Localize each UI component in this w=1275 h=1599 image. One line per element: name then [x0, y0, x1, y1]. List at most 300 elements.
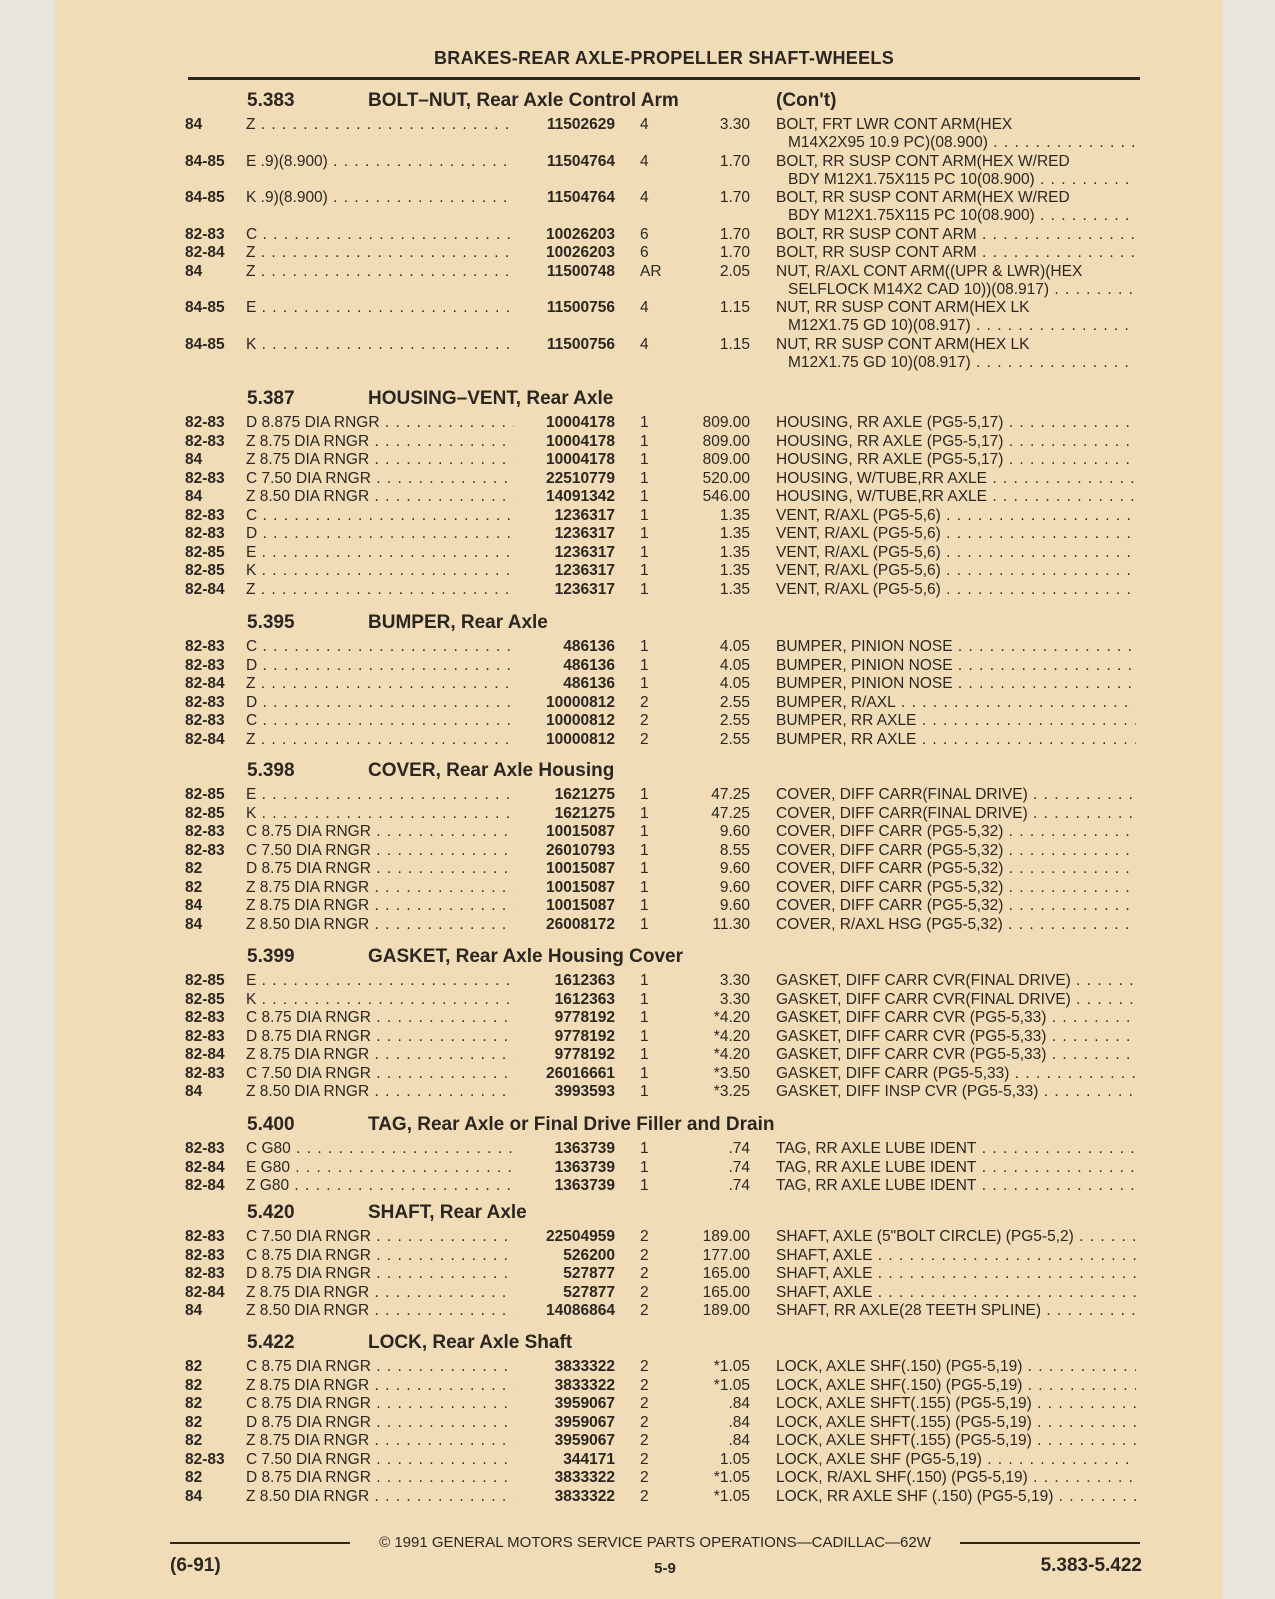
description: [776, 860, 1136, 878]
model-code: D 8.75 DIA RNGR . . .: [246, 1265, 514, 1283]
model-code: C . . .: [246, 712, 514, 730]
price: 1.35: [719, 562, 750, 579]
model-code: C . . .: [246, 507, 514, 525]
section-name: HOUSING–VENT, Rear Axle: [368, 388, 614, 409]
description-text: COVER, DIFF CARR (PG5-5,32) . . .: [776, 879, 1136, 896]
section-number: 5.398: [247, 760, 295, 781]
table-row: [0, 226, 1275, 245]
year-range: 82-85: [185, 990, 225, 1008]
price: 189.00: [702, 1302, 750, 1319]
description: [776, 451, 1136, 469]
model-code: C . . .: [246, 226, 514, 244]
model-code: C 7.50 DIA RNGR . . .: [246, 842, 514, 860]
part-number: 486136: [563, 656, 615, 674]
price: *1.05: [713, 1358, 750, 1375]
description: [776, 1028, 1136, 1046]
description: [776, 1140, 1136, 1158]
price: 1.15: [719, 299, 750, 316]
price: 1.70: [719, 152, 750, 170]
section-number: 5.387: [247, 388, 295, 409]
description-text: GASKET, DIFF CARR CVR(FINAL DRIVE) . . .: [776, 972, 1136, 989]
year-range: 82-83: [185, 1228, 225, 1245]
part-number: 3833322: [554, 1376, 615, 1394]
model-code: E . . .: [246, 299, 514, 317]
year-range: 82-84: [185, 244, 225, 261]
model-code: E G80 . . .: [246, 1159, 514, 1177]
year-range: 82-83: [185, 1450, 225, 1468]
description: [776, 1247, 1136, 1265]
quantity: 4: [640, 152, 649, 170]
description: [776, 507, 1136, 525]
description-text: GASKET, DIFF CARR CVR (PG5-5,33) . . .: [776, 1009, 1136, 1026]
section-name: GASKET, Rear Axle Housing Cover: [368, 946, 683, 967]
description-text: COVER, DIFF CARR(FINAL DRIVE) . . .: [776, 786, 1136, 803]
price: *4.20: [713, 1027, 750, 1045]
description-text: VENT, R/AXL (PG5-5,6) . . .: [776, 562, 1136, 579]
part-number: 1363739: [554, 1158, 615, 1176]
price: 1.70: [719, 244, 750, 261]
quantity: 1: [640, 562, 649, 579]
price: 165.00: [702, 1265, 750, 1282]
price: 520.00: [702, 469, 750, 487]
description: [776, 786, 1136, 804]
price: 4.05: [719, 656, 750, 674]
part-number: 10015087: [546, 860, 615, 877]
price: 9.60: [719, 878, 750, 896]
quantity: 2: [640, 1376, 649, 1394]
header-rule: [188, 77, 1140, 80]
quantity: 1: [640, 488, 649, 505]
table-row: [0, 299, 1275, 334]
table-row: [0, 433, 1275, 452]
quantity: 1: [640, 990, 649, 1008]
model-code: K . . .: [246, 991, 514, 1009]
price: 2.55: [719, 730, 750, 748]
price: 3.30: [719, 972, 750, 989]
table-row: [0, 1159, 1275, 1178]
model-code: E . . .: [246, 786, 514, 804]
description: [776, 1159, 1136, 1177]
table-row: [0, 1046, 1275, 1065]
description: [776, 991, 1136, 1009]
table-row: [0, 657, 1275, 676]
price: 546.00: [702, 488, 750, 505]
description: [776, 1451, 1136, 1469]
price: 1.35: [719, 543, 750, 561]
quantity: 1: [640, 878, 649, 896]
table-row: [0, 731, 1275, 750]
description: [776, 226, 1136, 244]
price: *1.05: [713, 1487, 750, 1505]
year-range: 82-85: [185, 804, 225, 822]
description-text: TAG, RR AXLE LUBE IDENT . . .: [776, 1140, 1136, 1157]
year-range: 82-83: [185, 1246, 225, 1264]
description-text: BOLT, RR SUSP CONT ARM(HEX W/RED: [776, 152, 1070, 170]
description-text: SHAFT, AXLE (5"BOLT CIRCLE) (PG5-5,2) . . .: [776, 1228, 1136, 1245]
year-range: 84: [185, 488, 203, 505]
description-text: BUMPER, PINION NOSE . . .: [776, 675, 1136, 692]
description-text: COVER, R/AXL HSG (PG5-5,32) . . .: [776, 916, 1136, 933]
year-range: 82-83: [185, 1265, 225, 1282]
model-code: D 8.75 DIA RNGR . . .: [246, 1469, 514, 1487]
description: [776, 1302, 1136, 1320]
description: [776, 1395, 1136, 1413]
quantity: 2: [640, 1432, 649, 1449]
year-range: 82: [185, 1469, 203, 1486]
description: [776, 879, 1136, 897]
table-row: [0, 1228, 1275, 1247]
price: 809.00: [702, 414, 750, 431]
model-code: E . . .: [246, 544, 514, 562]
year-range: 82: [185, 860, 203, 877]
table-row: [0, 244, 1275, 263]
quantity: 1: [640, 656, 649, 674]
year-range: 82-83: [185, 656, 225, 674]
section-continued: (Con't): [776, 90, 837, 111]
description-text: BOLT, RR SUSP CONT ARM(HEX W/RED: [776, 189, 1070, 206]
description-text: HOUSING, RR AXLE (PG5-5,17) . . .: [776, 451, 1136, 468]
description: [776, 1228, 1136, 1246]
price: 1.35: [719, 506, 750, 524]
part-number: 11500756: [546, 335, 615, 353]
model-code: Z 8.75 DIA RNGR . . .: [246, 433, 514, 451]
part-number: 1612363: [554, 990, 615, 1008]
model-code: C 8.75 DIA RNGR . . .: [246, 1395, 514, 1413]
part-number: 3833322: [554, 1358, 615, 1375]
table-row: [0, 1265, 1275, 1284]
table-row: [0, 786, 1275, 805]
part-number: 14086864: [546, 1302, 615, 1319]
quantity: 2: [640, 1302, 649, 1319]
description-text: SHAFT, RR AXLE(28 TEETH SPLINE) . . .: [776, 1302, 1136, 1319]
table-row: [0, 1414, 1275, 1433]
year-range: 82-83: [185, 414, 225, 431]
quantity: 1: [640, 1064, 649, 1082]
description: [776, 1177, 1136, 1195]
price: 1.70: [719, 225, 750, 243]
description-text: LOCK, AXLE SHF(.150) (PG5-5,19) . . .: [776, 1358, 1136, 1375]
section-number: 5.395: [247, 612, 295, 633]
year-range: 82-85: [185, 543, 225, 561]
quantity: 1: [640, 823, 649, 840]
year-range: 82-83: [185, 1064, 225, 1082]
description-text: VENT, R/AXL (PG5-5,6) . . .: [776, 507, 1136, 524]
description-text: HOUSING, RR AXLE (PG5-5,17) . . .: [776, 414, 1136, 431]
model-code: D 8.75 DIA RNGR . . .: [246, 1028, 514, 1046]
model-code: D . . .: [246, 525, 514, 543]
part-number: 9778192: [554, 1046, 615, 1063]
part-number: 3993593: [554, 1083, 615, 1100]
description: [776, 263, 1136, 281]
description-text: SHAFT, AXLE . . .: [776, 1247, 1136, 1264]
description-text: GASKET, DIFF INSP CVR (PG5-5,33) . . .: [776, 1083, 1136, 1100]
quantity: 2: [640, 1413, 649, 1431]
price: 1.05: [719, 1450, 750, 1468]
model-code: Z 8.75 DIA RNGR . . .: [246, 1284, 514, 1302]
description: [776, 1046, 1136, 1064]
description-text: LOCK, AXLE SHFT(.155) (PG5-5,19) . . .: [776, 1414, 1136, 1431]
model-code: C 7.50 DIA RNGR . . .: [246, 1451, 514, 1469]
description: [776, 1377, 1136, 1395]
model-code: Z 8.75 DIA RNGR . . .: [246, 897, 514, 915]
table-row: [0, 805, 1275, 824]
year-range: 84: [185, 915, 203, 933]
quantity: 2: [640, 1358, 649, 1375]
model-code: Z 8.75 DIA RNGR . . .: [246, 1046, 514, 1064]
year-range: 84-85: [185, 189, 225, 206]
price: 1.35: [719, 525, 750, 542]
description-text: VENT, R/AXL (PG5-5,6) . . .: [776, 525, 1136, 542]
table-row: [0, 712, 1275, 731]
description: [776, 581, 1136, 599]
section-title: [0, 1202, 1275, 1226]
description: [776, 1083, 1136, 1101]
quantity: 2: [640, 693, 649, 711]
description-continued: M14X2X95 10.9 PC)(08.900) . . .: [788, 134, 1136, 152]
table-row: [0, 694, 1275, 713]
part-number: 3959067: [554, 1395, 615, 1412]
description-text: NUT, RR SUSP CONT ARM(HEX LK: [776, 335, 1030, 353]
description-continued: BDY M12X1.75X115 PC 10(08.900) . . .: [788, 171, 1136, 189]
description: [776, 712, 1136, 730]
description-text: BUMPER, RR AXLE . . .: [776, 731, 1136, 748]
description: [776, 414, 1136, 432]
description: [776, 1414, 1136, 1432]
description-text: GASKET, DIFF CARR CVR (PG5-5,33) . . .: [776, 1046, 1136, 1063]
description-text: VENT, R/AXL (PG5-5,6) . . .: [776, 581, 1136, 598]
section-number: 5.400: [247, 1114, 295, 1135]
price: 4.05: [719, 675, 750, 692]
description: [776, 823, 1136, 841]
quantity: 1: [640, 841, 649, 859]
year-range: 82-83: [185, 225, 225, 243]
quantity: 4: [640, 189, 649, 206]
section-name: BOLT–NUT, Rear Axle Control Arm: [368, 90, 679, 111]
price: 165.00: [702, 1283, 750, 1301]
table-row: [0, 1377, 1275, 1396]
part-number: 10026203: [546, 244, 615, 261]
year-range: 82-83: [185, 841, 225, 859]
description-text: TAG, RR AXLE LUBE IDENT . . .: [776, 1159, 1136, 1176]
footer-page-number: 5-9: [654, 1560, 676, 1577]
year-range: 82-85: [185, 786, 225, 803]
description-text: BOLT, RR SUSP CONT ARM . . .: [776, 226, 1136, 243]
description: [776, 1009, 1136, 1027]
description: [776, 842, 1136, 860]
description-text: LOCK, AXLE SHF (PG5-5,19) . . .: [776, 1451, 1136, 1468]
year-range: 82-85: [185, 562, 225, 579]
quantity: 1: [640, 414, 649, 431]
year-range: 84: [185, 116, 203, 133]
model-code: D . . .: [246, 694, 514, 712]
price: *3.50: [713, 1064, 750, 1082]
price: 3.30: [719, 116, 750, 133]
description: [776, 897, 1136, 915]
description-text: GASKET, DIFF CARR (PG5-5,33) . . .: [776, 1065, 1136, 1082]
table-row: [0, 1028, 1275, 1047]
quantity: 1: [640, 451, 649, 468]
price: 1.15: [719, 335, 750, 353]
year-range: 82-83: [185, 525, 225, 542]
part-number: 3833322: [554, 1469, 615, 1486]
year-range: 82-84: [185, 730, 225, 748]
price: *1.05: [713, 1376, 750, 1394]
model-code: K . . .: [246, 562, 514, 580]
description-text: LOCK, R/AXL SHF(.150) (PG5-5,19) . . .: [776, 1469, 1136, 1486]
section-title: [0, 946, 1275, 970]
table-row: [0, 675, 1275, 694]
quantity: 1: [640, 1158, 649, 1176]
model-code: E . . .: [246, 972, 514, 990]
section-name: SHAFT, Rear Axle: [368, 1202, 527, 1223]
model-code: Z . . .: [246, 244, 514, 262]
model-code: Z . . .: [246, 116, 514, 134]
table-row: [0, 1395, 1275, 1414]
table-row: [0, 1469, 1275, 1488]
description-text: SHAFT, AXLE . . .: [776, 1265, 1136, 1282]
quantity: 1: [640, 638, 649, 655]
description-text: COVER, DIFF CARR (PG5-5,32) . . .: [776, 860, 1136, 877]
table-row: [0, 507, 1275, 526]
model-code: K . . .: [246, 336, 514, 354]
part-number: 10026203: [546, 225, 615, 243]
year-range: 84: [185, 262, 203, 280]
part-number: 10004178: [546, 451, 615, 468]
year-range: 82-83: [185, 432, 225, 450]
table-row: [0, 451, 1275, 470]
year-range: 82-85: [185, 972, 225, 989]
table-row: [0, 1488, 1275, 1507]
description-text: GASKET, DIFF CARR CVR(FINAL DRIVE) . . .: [776, 991, 1136, 1008]
table-row: [0, 842, 1275, 861]
part-number: 22510779: [546, 469, 615, 487]
year-range: 82-83: [185, 712, 225, 729]
table-row: [0, 1247, 1275, 1266]
year-range: 82-83: [185, 1140, 225, 1157]
year-range: 82-84: [185, 1177, 225, 1194]
part-number: 486136: [563, 638, 615, 655]
model-code: K . . .: [246, 805, 514, 823]
part-number: 1236317: [554, 580, 615, 598]
year-range: 84: [185, 1487, 203, 1505]
price: 9.60: [719, 823, 750, 840]
model-code: Z 8.75 DIA RNGR . . .: [246, 1432, 514, 1450]
description: [776, 336, 1136, 354]
table-row: [0, 189, 1275, 224]
description: [776, 488, 1136, 506]
description-text: COVER, DIFF CARR(FINAL DRIVE) . . .: [776, 805, 1136, 822]
part-number: 11500756: [546, 299, 615, 316]
price: 9.60: [719, 897, 750, 914]
year-range: 84-85: [185, 152, 225, 170]
part-number: 10015087: [546, 878, 615, 896]
part-number: 26008172: [546, 915, 615, 933]
part-number: 26016661: [546, 1064, 615, 1082]
table-row: [0, 152, 1275, 188]
model-code: C 8.75 DIA RNGR . . .: [246, 1009, 514, 1027]
quantity: 1: [640, 1046, 649, 1063]
model-code: C 8.75 DIA RNGR . . .: [246, 1247, 514, 1265]
description-text: LOCK, AXLE SHFT(.155) (PG5-5,19) . . .: [776, 1395, 1136, 1412]
model-code: D 8.75 DIA RNGR . . .: [246, 860, 514, 878]
year-range: 84: [185, 451, 203, 468]
model-code: Z 8.50 DIA RNGR . . .: [246, 1488, 514, 1506]
year-range: 82-84: [185, 1046, 225, 1063]
part-number: 526200: [563, 1246, 615, 1264]
year-range: 82-83: [185, 469, 225, 487]
table-row: [0, 991, 1275, 1010]
quantity: 1: [640, 972, 649, 989]
year-range: 82-83: [185, 506, 225, 524]
model-code: Z 8.50 DIA RNGR . . .: [246, 488, 514, 506]
quantity: 1: [640, 432, 649, 450]
description: [776, 657, 1136, 675]
table-row: [0, 1432, 1275, 1451]
description-text: BUMPER, PINION NOSE . . .: [776, 657, 1136, 674]
quantity: 1: [640, 1027, 649, 1045]
quantity: 1: [640, 469, 649, 487]
part-number: 10000812: [546, 730, 615, 748]
table-row: [0, 1302, 1275, 1321]
description: [776, 1432, 1136, 1450]
quantity: 2: [640, 1246, 649, 1264]
table-row: [0, 916, 1275, 935]
quantity: 6: [640, 244, 649, 261]
part-number: 3833322: [554, 1487, 615, 1505]
footer-date: (6-91): [170, 1555, 221, 1576]
description: [776, 1358, 1136, 1376]
price: *4.20: [713, 1009, 750, 1026]
price: 47.25: [711, 804, 750, 822]
part-number: 486136: [563, 675, 615, 692]
part-number: 344171: [563, 1450, 615, 1468]
part-number: 10000812: [546, 712, 615, 729]
table-row: [0, 879, 1275, 898]
year-range: 82-83: [185, 638, 225, 655]
year-range: 82: [185, 1395, 203, 1412]
price: .74: [728, 1158, 750, 1176]
part-number: 3959067: [554, 1413, 615, 1431]
section-number: 5.383: [247, 90, 295, 111]
part-number: 1612363: [554, 972, 615, 989]
price: *3.25: [713, 1083, 750, 1100]
year-range: 84: [185, 1302, 203, 1319]
price: 809.00: [702, 451, 750, 468]
price: .84: [728, 1432, 750, 1449]
description-text: NUT, RR SUSP CONT ARM(HEX LK: [776, 299, 1030, 316]
description-continued: M12X1.75 GD 10)(08.917) . . .: [788, 317, 1136, 335]
part-number: 1236317: [554, 543, 615, 561]
part-number: 1236317: [554, 562, 615, 579]
description: [776, 244, 1136, 262]
table-row: [0, 972, 1275, 991]
quantity: 1: [640, 525, 649, 542]
quantity: 2: [640, 1395, 649, 1412]
description-text: HOUSING, W/TUBE,RR AXLE . . .: [776, 488, 1136, 505]
section-name: LOCK, Rear Axle Shaft: [368, 1332, 573, 1353]
part-number: 1363739: [554, 1177, 615, 1194]
description: [776, 694, 1136, 712]
description-text: GASKET, DIFF CARR CVR (PG5-5,33) . . .: [776, 1028, 1136, 1045]
price: 8.55: [719, 841, 750, 859]
description-text: COVER, DIFF CARR (PG5-5,32) . . .: [776, 842, 1136, 859]
section-title: [0, 90, 1275, 114]
table-row: [0, 1140, 1275, 1159]
price: 1.70: [719, 189, 750, 206]
table-row: [0, 544, 1275, 563]
model-code: D 8.75 DIA RNGR . . .: [246, 1414, 514, 1432]
description: [776, 1284, 1136, 1302]
